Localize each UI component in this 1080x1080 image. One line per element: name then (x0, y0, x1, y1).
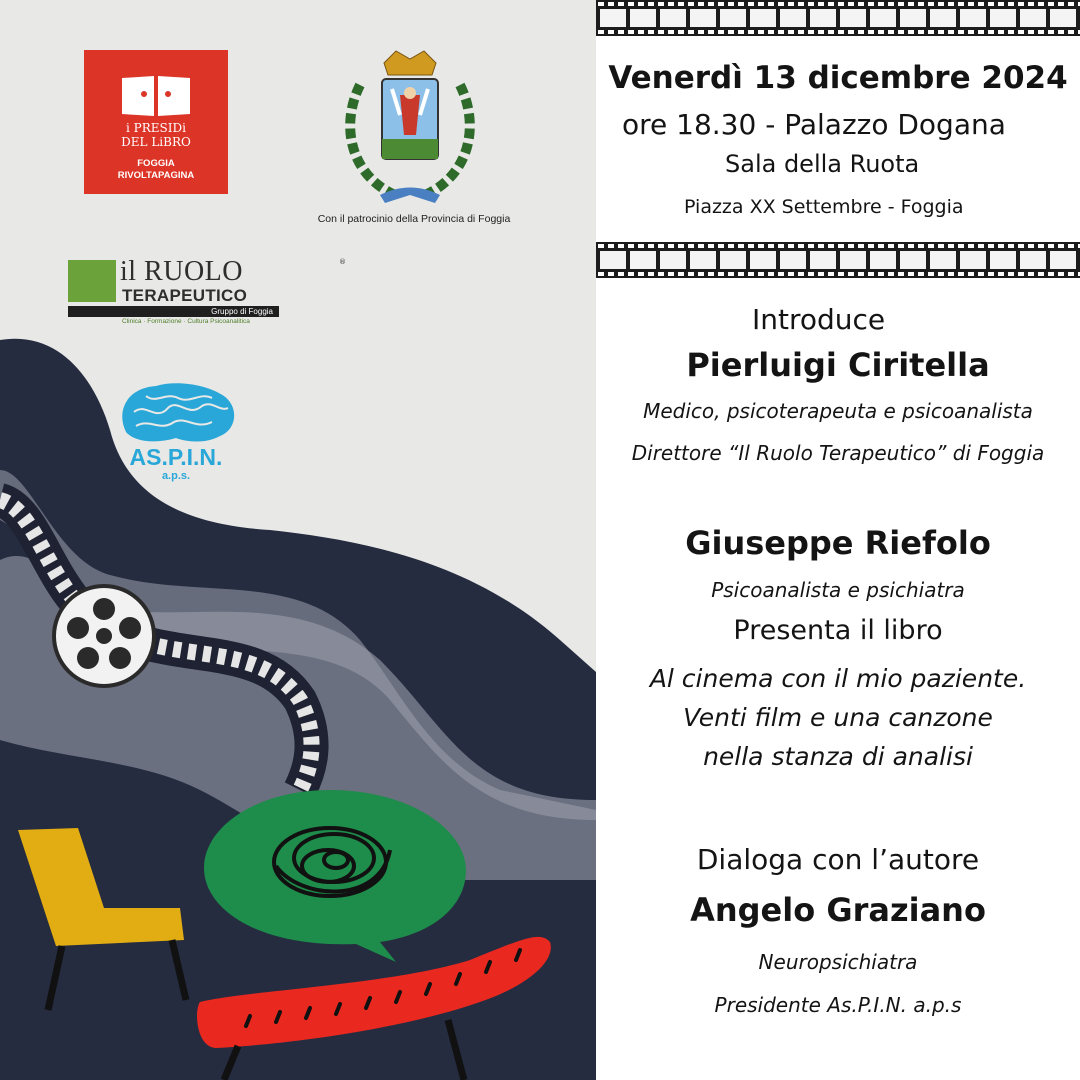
ruolo-title: il RUOLO (120, 256, 243, 287)
book-title-line1: Al cinema con il mio paziente. (649, 664, 1027, 693)
ruolo-subtitle: TERAPEUTICO (122, 286, 248, 305)
event-room: Sala della Ruota (725, 150, 920, 178)
event-address: Piazza XX Settembre - Foggia (684, 196, 964, 218)
patrocinio-caption: Con il patrocinio della Provincia di Foggia (317, 213, 511, 225)
discussant-label: Dialoga con l’autore (696, 843, 980, 876)
author-role: Psicoanalista e psichiatra (711, 578, 965, 602)
provincia-crest-logo (340, 45, 480, 210)
presents-label: Presenta il libro (733, 615, 943, 646)
book-icon (118, 72, 194, 118)
aspin-name: AS.P.I.N. (129, 444, 223, 470)
film-strip-top (596, 0, 1080, 36)
film-strip-middle (596, 242, 1080, 278)
introducer-role2: Direttore “Il Ruolo Terapeutico” di Foggia (631, 441, 1045, 465)
brain-icon (116, 382, 238, 448)
event-time-place: ore 18.30 - Palazzo Dogana (622, 108, 1006, 141)
introducer-role1: Medico, psicoterapeuta e psicoanalista (643, 399, 1033, 423)
presidi-line3: FOGGIA (137, 158, 175, 169)
author-name: Giuseppe Riefolo (685, 524, 991, 562)
aspin-logo (112, 382, 240, 490)
aspin-suffix: a.p.s. (161, 470, 191, 482)
ruolo-mark (68, 260, 116, 302)
registered-mark: ® (339, 258, 346, 266)
presidi-del-libro-logo (84, 50, 228, 194)
presidi-line2: DEL LiBRO (121, 135, 191, 149)
info-panel (596, 0, 1080, 1080)
presidi-line4: RIVOLTAPAGINA (117, 170, 195, 181)
discussant-role1: Neuropsichiatra (758, 950, 918, 974)
ruolo-group: Gruppo di Foggia (68, 306, 279, 317)
presidi-line1: i PRESIDi (126, 121, 186, 135)
book-title-line3: nella stanza di analisi (703, 742, 973, 771)
discussant-role2: Presidente As.P.I.N. a.p.s (714, 993, 962, 1017)
ruolo-terapeutico-logo (66, 256, 346, 326)
event-date: Venerdì 13 dicembre 2024 (608, 60, 1068, 96)
introducer-name: Pierluigi Ciritella (686, 346, 990, 384)
ruolo-tagline: Clinica · Formazione · Cultura Psicoanalitica (122, 318, 250, 325)
book-title-line2: Venti film e una canzone (683, 703, 993, 732)
introducer-label: Introduce (752, 303, 886, 336)
discussant-name: Angelo Graziano (690, 891, 986, 929)
